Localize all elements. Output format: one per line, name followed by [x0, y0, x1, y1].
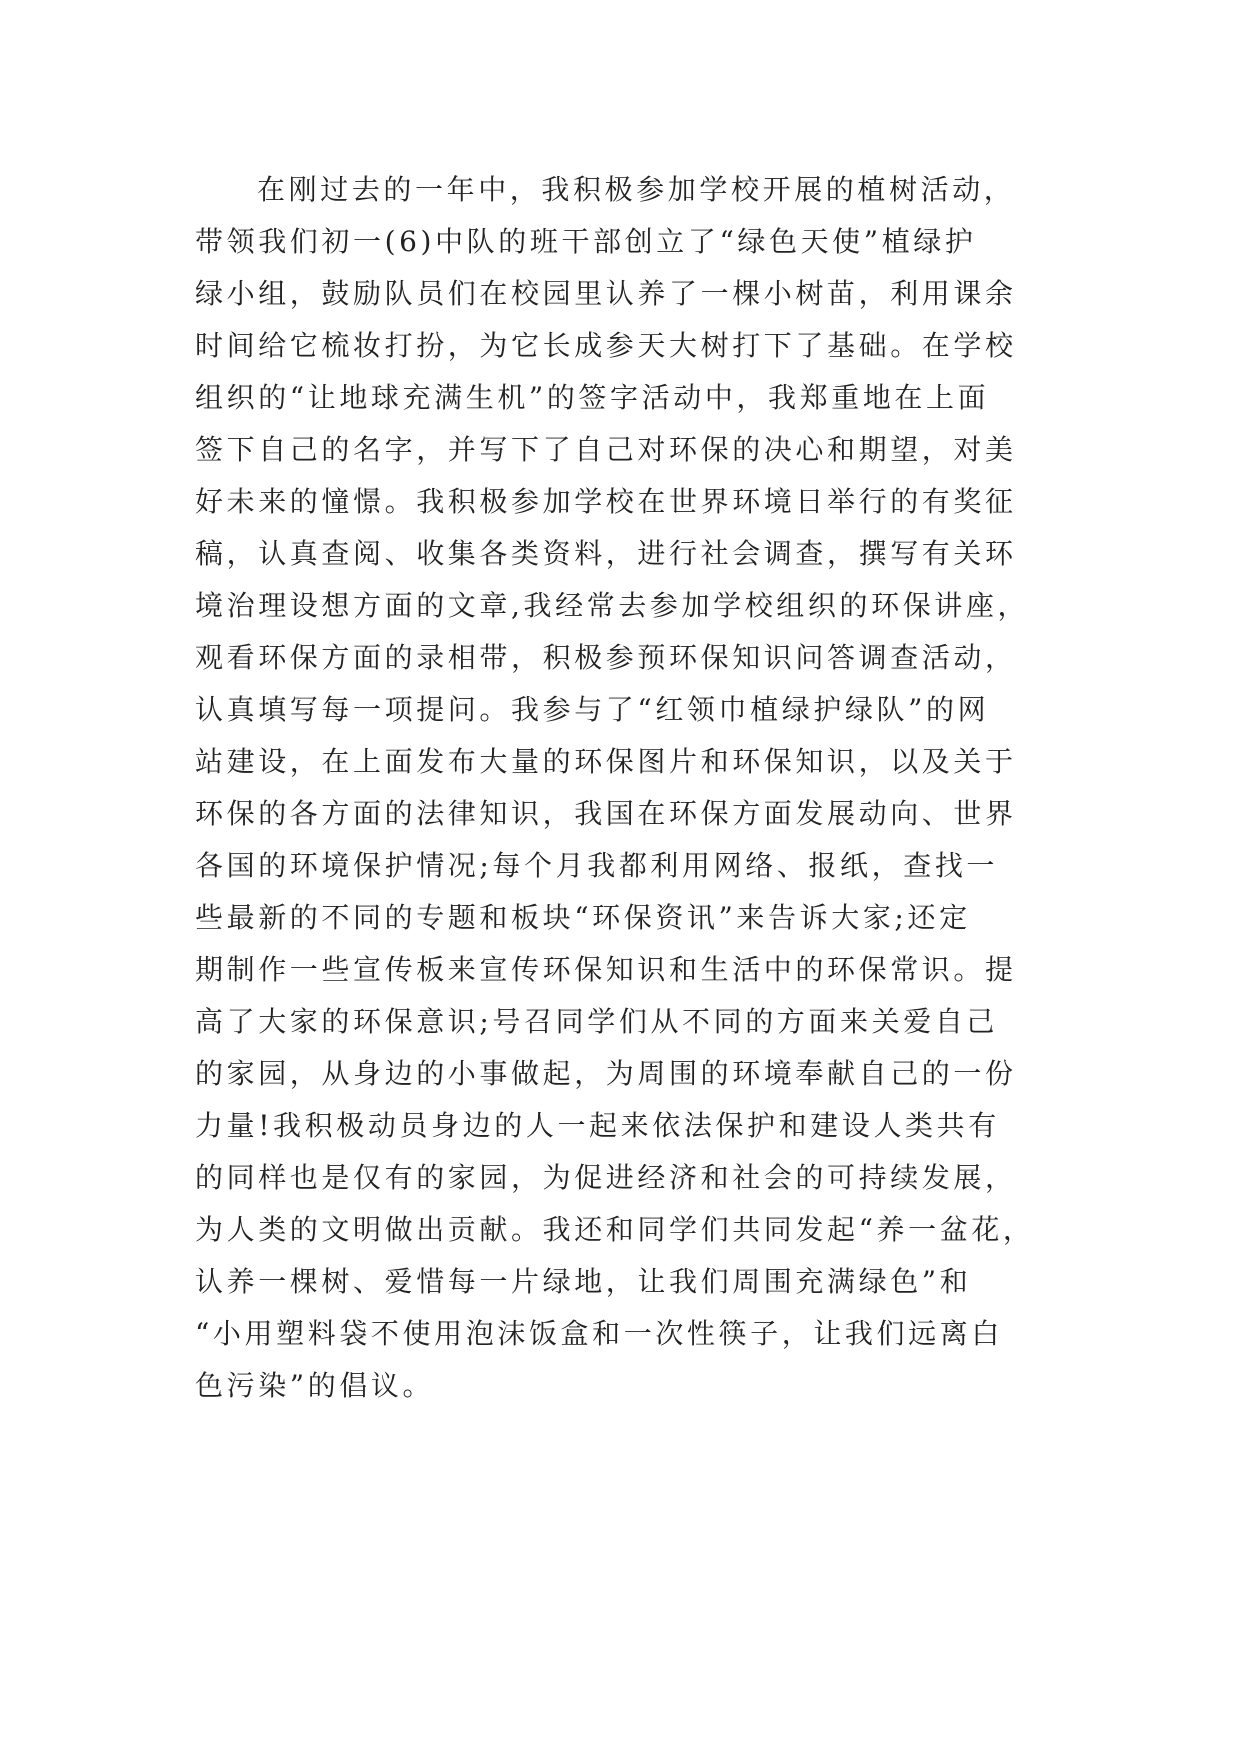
paragraph-line: 稿，认真查阅、收集各类资料，进行社会调查，撰写有关环 [195, 537, 1017, 570]
body-paragraph [195, 164, 1055, 1412]
paragraph-line: 带领我们初一(6)中队的班干部创立了“绿色天使”植绿护 [195, 225, 977, 258]
paragraph-line: 的同样也是仅有的家园，为促进经济和社会的可持续发展， [195, 1161, 1017, 1194]
paragraph-line: 环保的各方面的法律知识，我国在环保方面发展动向、世界 [195, 797, 1017, 830]
paragraph-line: 签下自己的名字，并写下了自己对环保的决心和期望，对美 [195, 433, 1017, 466]
paragraph-line: 的家园，从身边的小事做起，为周围的环境奉献自己的一份 [195, 1057, 1017, 1090]
paragraph-line: 绿小组，鼓励队员们在校园里认养了一棵小树苗，利用课余 [195, 277, 1017, 310]
paragraph-line: 在刚过去的一年中，我积极参加学校开展的植树活动， [257, 173, 1016, 206]
paragraph-line: 色污染”的倡议。 [195, 1369, 435, 1402]
paragraph-line: “小用塑料袋不使用泡沫饭盒和一次性筷子，让我们远离白 [195, 1317, 1003, 1350]
paragraph-line: 高了大家的环保意识;号召同学们从不同的方面来关爱自己 [195, 1005, 999, 1038]
paragraph-line: 站建设，在上面发布大量的环保图片和环保知识，以及关于 [195, 745, 1017, 778]
paragraph-line: 境治理设想方面的文章,我经常去参加学校组织的环保讲座， [195, 589, 1030, 622]
paragraph-line: 好未来的憧憬。我积极参加学校在世界环境日举行的有奖征 [195, 485, 1017, 518]
paragraph-line: 期制作一些宣传板来宣传环保知识和生活中的环保常识。提 [195, 953, 1017, 986]
paragraph-line: 为人类的文明做出贡献。我还和同学们共同发起“养一盆花， [195, 1213, 1035, 1246]
paragraph-line: 认养一棵树、爱惜每一片绿地，让我们周围充满绿色”和 [195, 1265, 972, 1298]
paragraph-line: 观看环保方面的录相带，积极参预环保知识问答调查活动， [195, 641, 1017, 674]
paragraph-line: 组织的“让地球充满生机”的签字活动中，我郑重地在上面 [195, 381, 990, 414]
paragraph-line: 些最新的不同的专题和板块“环保资讯”来告诉大家;还定 [195, 901, 971, 934]
paragraph-line: 时间给它梳妆打扮，为它长成参天大树打下了基础。在学校 [195, 329, 1017, 362]
paragraph-line: 力量!我积极动员身边的人一起来依法保护和建设人类共有 [195, 1109, 1000, 1142]
paragraph-line: 认真填写每一项提问。我参与了“红领巾植绿护绿队”的网 [195, 693, 990, 726]
paragraph-line: 各国的环境保护情况;每个月我都利用网络、报纸，查找一 [195, 849, 999, 882]
